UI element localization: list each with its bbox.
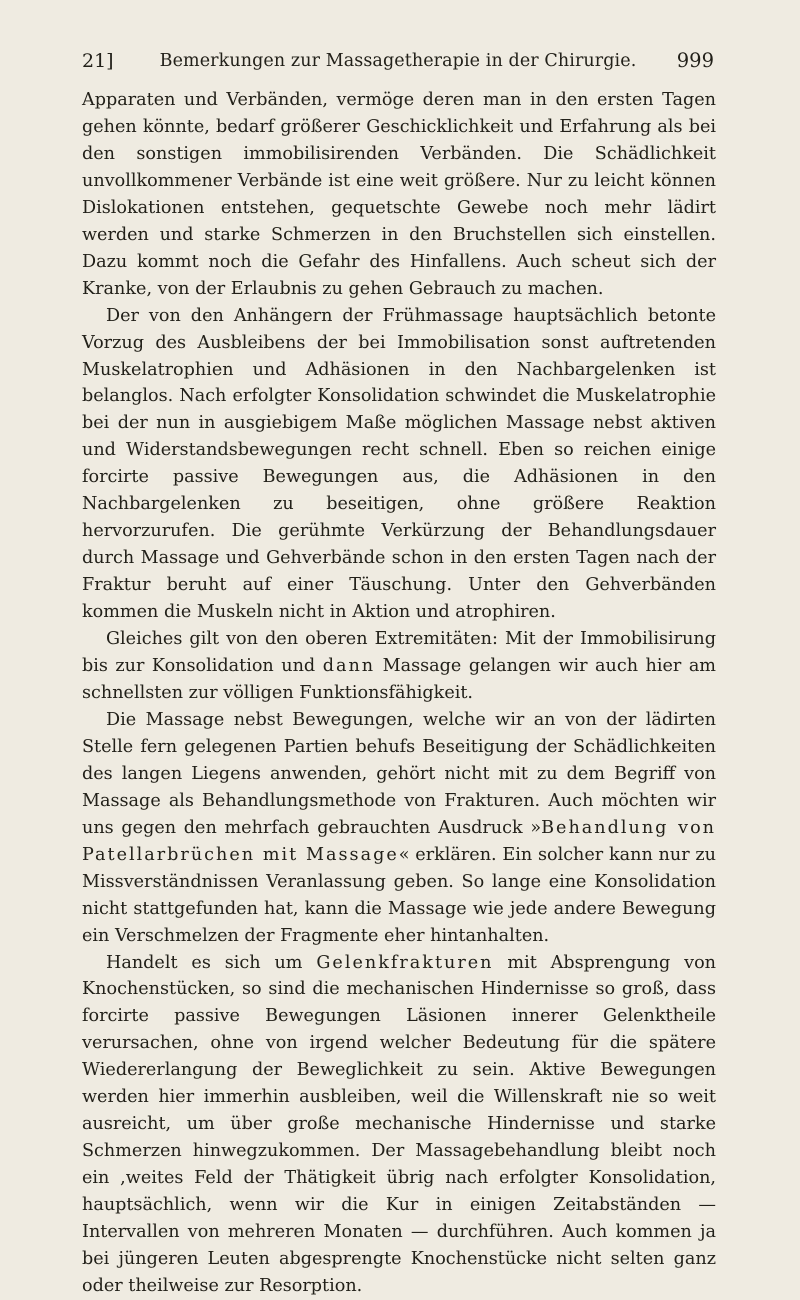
page-number: 999 <box>676 49 714 72</box>
body-text <box>82 87 716 1300</box>
paragraph-1 <box>82 87 716 303</box>
paragraph-3 <box>82 626 716 707</box>
running-head <box>82 46 714 76</box>
paragraph-text: Apparaten und Verbänden, vermöge deren man in den ersten Tagen gehen könnte, bedarf größerer Geschicklichkeit und Erfahrung als bei den sonstigen immobilisirenden Verbänden. Die Schädlichkeit unvollkommener Verbände ist eine weit größere. Nur zu leicht können Dislokationen entstehen, gequetschte Gewebe noch mehr lädirt werden und starke Schmerzen in den Bruchstellen sich einstellen. Dazu kommt noch die Gefahr des Hinfallens. Auch scheut sich der Kranke, von der Erlaubnis zu gehen Gebrauch zu machen. <box>82 90 716 299</box>
running-head-title: Bemerkungen zur Massagetherapie in der Chirurgie. <box>159 51 637 71</box>
paragraph-text: Massage gelangen wir auch hier am schnellsten zur völligen Funktionsfähigkeit. <box>82 656 716 703</box>
paragraph-5 <box>82 950 716 1300</box>
paragraph-4 <box>82 707 716 950</box>
paragraph-2 <box>82 303 716 626</box>
paragraph-text: Gleiches gilt von den oberen Extremitäten: Mit der Immobilisirung bis zur Konsolidation und <box>82 629 716 677</box>
emphasis-spaced: dann <box>322 656 376 677</box>
emphasis-spaced: Gelenkfrakturen <box>316 952 494 973</box>
section-number: 21] <box>82 50 114 72</box>
paragraph-text: Der von den Anhängern der Frühmassage hauptsächlich betonte Vorzug des Ausbleibens der bei Immobilisation sonst auftretenden Muskelatrophien und Adhäsionen in den Nachbargelenken ist belanglos. Nach erfolgter Konsolidation schwindet die Muskelatrophie bei der nun in ausgiebigem Maße möglichen Massage nebst aktiven und Widerstandsbewegungen recht schnell. Eben so reichen einige forcirte passive Bewegungen aus, die Adhäsionen in den Nachbargelenken zu beseitigen, ohne größere Reaktion hervorzurufen. Die gerühmte Verkürzung der Behandlungsdauer durch Massage und Gehverbände schon in den ersten Tagen nach der Fraktur beruht auf einer Täuschung. Unter den Gehverbänden kommen die Muskeln nicht in Aktion und atrophiren. <box>82 305 716 623</box>
paragraph-text: Die Massage nebst Bewegungen, welche wir an von der lädirten Stelle fern gelegenen Partien behufs Beseitigung der Schädlichkeiten des langen Liegens anwenden, gehört nicht mit zu dem Begriff von Massage als Behandlungsmethode von Frakturen. Auch möchten wir uns gegen den mehrfach gebrauchten Ausdruck » <box>82 709 716 838</box>
paragraph-text: « erklären. Ein solcher kann nur zu Missverständnissen Veranlassung geben. So lange eine Konsolidation nicht stattgefunden hat, kann die Massage wie jede andere Bewegung ein Verschmelzen der Fragmente eher hintanhalten. <box>82 844 716 946</box>
paragraph-text: mit Absprengung von Knochenstücken, so sind die mechanischen Hindernisse so groß, dass forcirte passive Bewegungen Läsionen innerer Gelenktheile verursachen, ohne von irgend welcher Bedeutung für die spätere Wiedererlangung der Beweglichkeit zu sein. Aktive Bewegungen werden hier immerhin ausbleiben, weil die Willenskraft nie so weit ausreicht, um über große mechanische Hindernisse und starke Schmerzen hinwegzukommen. Der Massagebehandlung bleibt noch ein ,weites Feld der Thätigkeit übrig nach erfolgter Konsolidation, hauptsächlich, wenn wir die Kur in einigen Zeitabständen — Intervallen von mehreren Monaten — durchführen. Auch kommen ja bei jüngeren Leuten abgesprengte Knochenstücke nicht selten ganz oder theilweise zur Resorption. <box>82 952 716 1296</box>
paragraph-text: Handelt es sich um <box>106 952 317 973</box>
emphasis-spaced: Behandlung von Patellarbrüchen mit Massage <box>82 817 716 865</box>
